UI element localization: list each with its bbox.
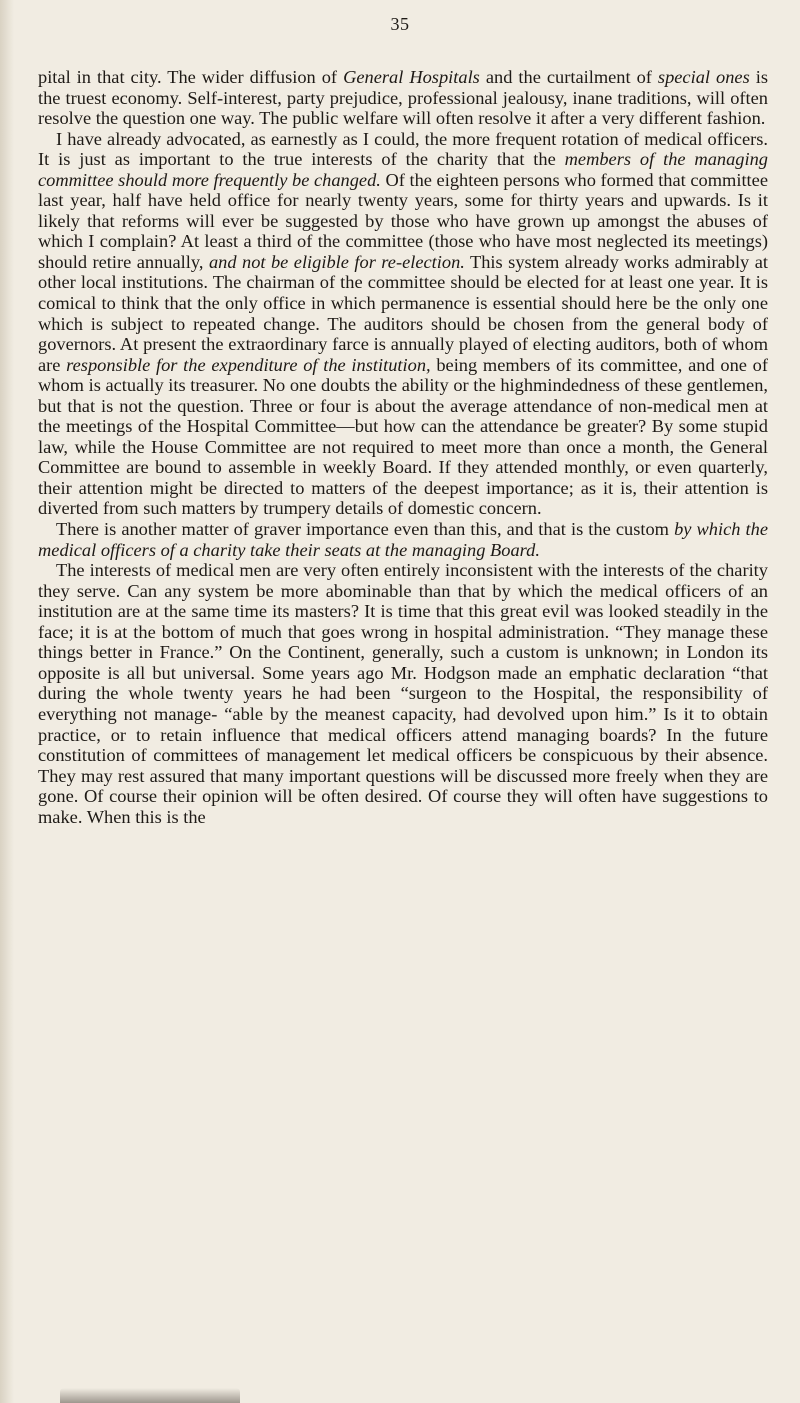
italic-text: and not be eligible for re-election.	[208, 251, 465, 272]
text-run: being members of its committee, and one of whom is actually its treasurer. No one doubts the ability or the highmindedness of these gentlemen, but that is not the question. Three or four is about the average attendance of non-medical men at the meetings of the Hospital Committee—but how can the attendance be greater? By some stupid law, while the House Committee are not required to meet more than once a month, the General Committee are bound to assemble in weekly Board. If they attended monthly, or even quarterly, their attention might be directed to matters of the deepest importance; as it is, their attention is diverted from such matters by trumpery details of domestic concern.	[38, 354, 768, 519]
italic-text: members of the managing committee should more frequently be changed.	[38, 149, 768, 190]
page-number: 35	[390, 14, 410, 34]
italic-text: by which the medical officers of a charity take their seats at the managing Board.	[38, 519, 769, 560]
text-run: pital in that city. The wider diffusion of	[38, 67, 344, 87]
text-run: and the curtailment of	[479, 67, 658, 87]
italic-text: responsible for the expenditure of the institution,	[66, 354, 431, 375]
paragraph	[38, 129, 768, 519]
paragraph	[38, 67, 768, 129]
text-run: is the truest economy. Self-interest, party prejudice, professional jealousy, inane traditions, will often resolve the question one way. The public welfare will often resolve it after a very different fashion.	[38, 67, 768, 129]
page-binding-shadow	[0, 0, 14, 1403]
body-text	[38, 67, 768, 827]
scan-smudge	[60, 1388, 240, 1403]
text-run: I have already advocated, as earnestly as I could, the more frequent rotation of medical officers. It is just as important to the true interests of the charity that the	[38, 128, 768, 170]
paragraph	[38, 560, 768, 827]
text-run: The interests of medical men are very often entirely inconsistent with the interests of the charity they serve. Can any system be more abominable than that by which the medical officers of an institution are at the same time its masters? It is time that this great evil was looked steadily in the face; it is at the bottom of much that goes wrong in hospital administration. “They manage these things better in France.” On the Continent, generally, such a custom is unknown; in London its opposite is all but universal. Some years ago Mr. Hodgson made an emphatic declaration “that during the whole twenty years he had been “surgeon to the Hospital, the responsibility of everything not manage- “able by the meanest capacity, had devolved upon him.” Is it to obtain practice, or to retain influence that medical officers attend managing boards? In the future constitution of committees of management let medical officers be conspicuous by their absence. They may rest assured that many important questions will be discussed more freely when they are gone. Of course their opinion will be often desired. Of course they will often have suggestions to make. When this is the	[38, 560, 768, 827]
paragraph	[38, 519, 768, 560]
italic-text: General Hospitals	[343, 67, 480, 87]
text-run: There is another matter of graver importance even than this, and that is the custom	[56, 519, 675, 540]
text-run: Of the eighteen persons who formed that committee last year, half have held office for nearly twenty years, some for thirty years and upwards. Is it likely that reforms will ever be suggested by those who have grown up amongst the abuses of which I complain? At least a third of the committee (those who have most neglected its meetings) should retire annually,	[38, 169, 768, 272]
text-run: This system already works admirably at other local institutions. The chairman of the committee should be elected for at least one year. It is comical to think that the only office in which permanence is essential should here be the only one which is subject to repeated change. The auditors should be chosen from the general body of governors. At present the extraordinary farce is annually played of electing auditors, both of whom are	[38, 251, 768, 375]
italic-text: special ones	[657, 67, 750, 87]
